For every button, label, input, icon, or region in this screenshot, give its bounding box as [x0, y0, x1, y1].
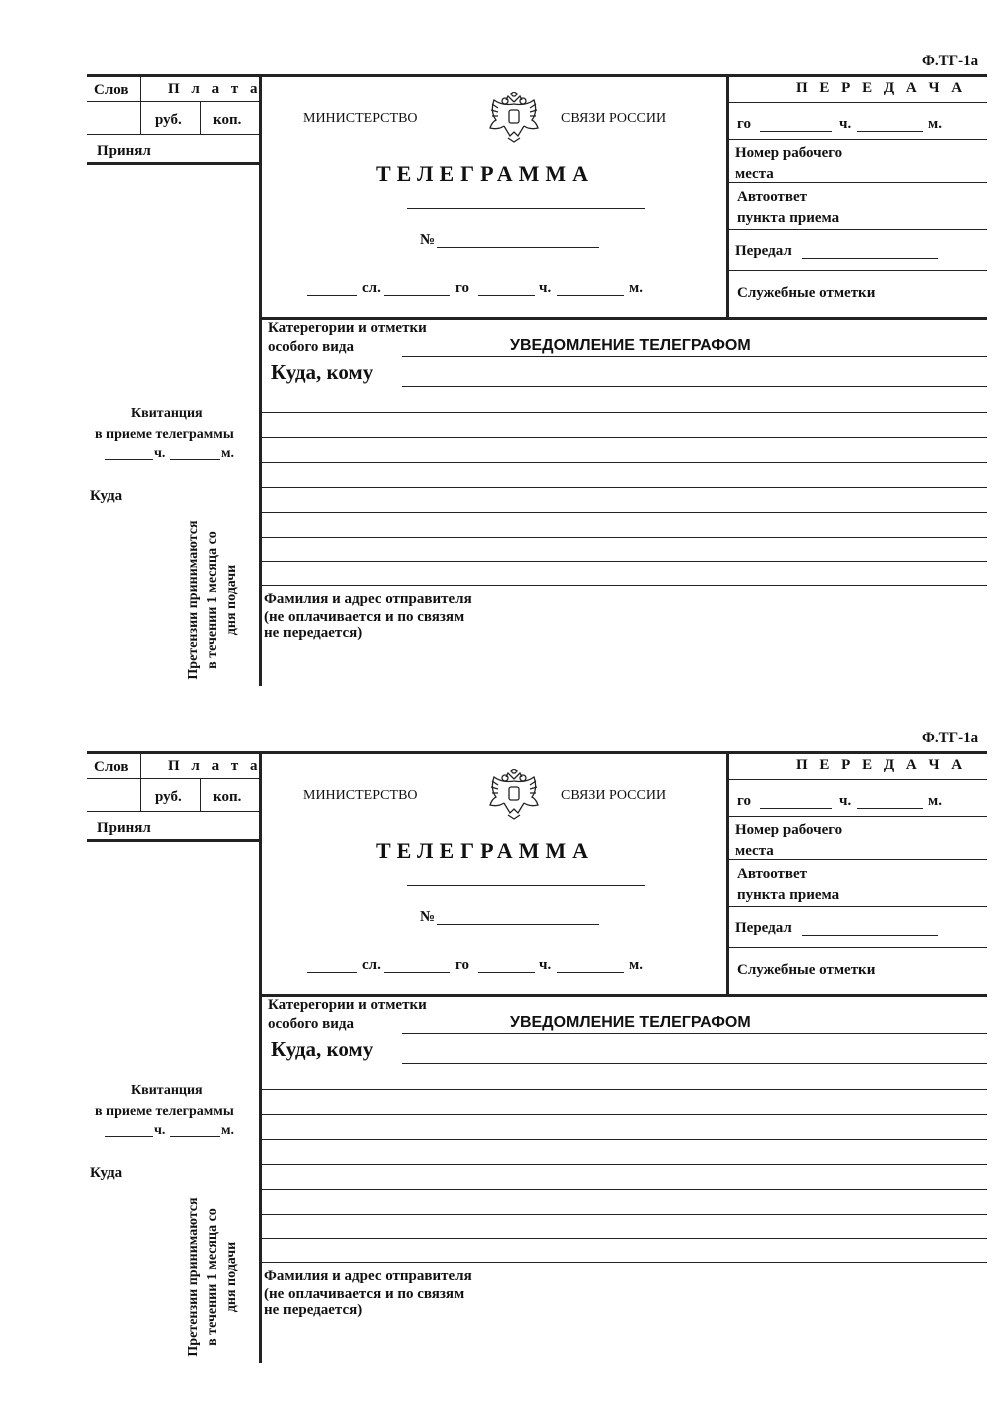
sent-line: [727, 270, 987, 271]
rub-kop-divider: [200, 779, 201, 811]
accepted-label: Принял: [97, 820, 151, 836]
receipt-hour-field[interactable]: [105, 459, 153, 460]
ministry-right: СВЯЗИ РОССИИ: [561, 111, 667, 126]
service-notes-label: Служебные отметки: [737, 285, 876, 301]
go-field[interactable]: [478, 972, 535, 973]
sender-label-1: Фамилия и адрес отправителя: [264, 591, 472, 607]
message-line-2[interactable]: [262, 1139, 987, 1140]
telegram-form-top: [0, 0, 1000, 690]
transmission-header: П Е Р Е Д А Ч А: [796, 757, 967, 773]
receipt-min-field[interactable]: [170, 1136, 220, 1137]
double-headed-eagle-emblem-icon: [484, 769, 544, 821]
main-vertical-divider: [259, 76, 262, 686]
sent-line: [727, 947, 987, 948]
ministry-right: СВЯЗИ РОССИИ: [561, 788, 667, 803]
address-line-1[interactable]: [402, 386, 987, 387]
message-line-5[interactable]: [262, 1214, 987, 1215]
go-field[interactable]: [478, 295, 535, 296]
go-label: го: [455, 280, 469, 296]
transmission-header: П Е Р Е Д А Ч А: [796, 80, 967, 96]
message-line-7[interactable]: [262, 1262, 987, 1263]
category-value[interactable]: УВЕДОМЛЕНИЕ ТЕЛЕГРАФОМ: [510, 1014, 751, 1031]
autoreply-line: [727, 229, 987, 230]
transmission-divider: [726, 76, 729, 318]
receipt-label-1: Квитанция: [131, 406, 203, 421]
sl-field[interactable]: [384, 972, 450, 973]
workplace-label-2: места: [735, 166, 774, 182]
hour-field[interactable]: [557, 295, 624, 296]
workplace-label-1: Номер рабочего: [735, 145, 843, 161]
message-line-6[interactable]: [262, 561, 987, 562]
service-notes-label: Служебные отметки: [737, 962, 876, 978]
address-line-1[interactable]: [402, 1063, 987, 1064]
message-line-5[interactable]: [262, 537, 987, 538]
tr-hour-field[interactable]: [857, 131, 923, 132]
claims-line-2: в течении 1 месяца со: [204, 531, 220, 669]
categories-label-2: особого вида: [268, 339, 354, 355]
message-line-2[interactable]: [262, 462, 987, 463]
address-line-2[interactable]: [262, 1089, 987, 1090]
receipt-hour-field[interactable]: [105, 1136, 153, 1137]
hour-label: ч.: [539, 957, 552, 973]
tr-hour-field[interactable]: [857, 808, 923, 809]
form-code: Ф.ТГ-1а: [922, 730, 979, 746]
workplace-label-1: Номер рабочего: [735, 822, 843, 838]
claims-line-1: Претензии принимаются: [186, 520, 201, 680]
title-underline: [407, 208, 645, 209]
rub-label: руб.: [155, 112, 182, 128]
hour-field[interactable]: [557, 972, 624, 973]
top-border: [87, 74, 987, 77]
sent-label: Передал: [735, 920, 792, 936]
tr-hour-label: ч.: [839, 793, 852, 809]
claims-line-1: Претензии принимаются: [186, 1197, 201, 1357]
go-label: го: [455, 957, 469, 973]
address-line-2[interactable]: [262, 412, 987, 413]
sender-label-3: не передается): [264, 625, 363, 641]
categories-label-1: Катерегории и отметки: [268, 320, 427, 336]
ministry-left: МИНИСТЕРСТВО: [303, 788, 418, 803]
payment-bottom-line: [87, 134, 260, 135]
accepted-label: Принял: [97, 143, 151, 159]
sl-field[interactable]: [384, 295, 450, 296]
tr-time-line: [727, 139, 987, 140]
form-code: Ф.ТГ-1а: [922, 53, 979, 69]
accepted-line: [87, 162, 260, 165]
tr-go-label: го: [737, 116, 751, 132]
receipt-min-field[interactable]: [170, 459, 220, 460]
categories-label-1: Катерегории и отметки: [268, 997, 427, 1013]
accepted-line: [87, 839, 260, 842]
autoreply-label-2: пункта приема: [737, 887, 840, 903]
title-underline: [407, 885, 645, 886]
claims-line-3: дня подачи: [223, 564, 239, 636]
document-title: ТЕЛЕГРАММА: [376, 838, 595, 863]
payment-bottom-line: [87, 811, 260, 812]
sender-label-1: Фамилия и адрес отправителя: [264, 1268, 472, 1284]
kop-label: коп.: [213, 789, 242, 805]
words-label: Слов: [94, 82, 129, 98]
sender-label-3: не передается): [264, 1302, 363, 1318]
number-label: №: [420, 232, 436, 248]
payment-row-line: [87, 101, 260, 102]
message-line-4[interactable]: [262, 512, 987, 513]
rub-kop-divider: [200, 102, 201, 134]
sent-label: Передал: [735, 243, 792, 259]
receipt-label-2: в приеме телеграммы: [95, 1104, 234, 1119]
transmission-divider: [726, 753, 729, 995]
tr-min-label: м.: [928, 793, 942, 809]
kop-label: коп.: [213, 112, 242, 128]
autoreply-label-2: пункта приема: [737, 210, 840, 226]
workplace-line: [727, 182, 987, 183]
message-line-1[interactable]: [262, 1114, 987, 1115]
claims-notice: [185, 520, 245, 680]
transmission-header-line: [727, 779, 987, 780]
number-label: №: [420, 909, 436, 925]
double-headed-eagle-emblem-icon: [484, 92, 544, 144]
payment-label: П л а т а: [168, 758, 262, 774]
number-field-line[interactable]: [437, 924, 599, 925]
number-field-line[interactable]: [437, 247, 599, 248]
autoreply-line: [727, 906, 987, 907]
receipt-hour-label: ч.: [154, 1123, 166, 1138]
message-line-6[interactable]: [262, 1238, 987, 1239]
where-label: Куда: [90, 488, 123, 504]
claims-line-3: дня подачи: [223, 1241, 239, 1313]
transmission-header-line: [727, 102, 987, 103]
rub-label: руб.: [155, 789, 182, 805]
sent-field[interactable]: [802, 935, 938, 936]
claims-line-2: в течении 1 месяца со: [204, 1208, 220, 1346]
to-whom-label: Куда, кому: [271, 360, 374, 384]
workplace-line: [727, 859, 987, 860]
receipt-label-2: в приеме телеграммы: [95, 427, 234, 442]
words-count-field[interactable]: [307, 295, 357, 296]
top-border: [87, 751, 987, 754]
sender-label-2: (не оплачивается и по связям: [264, 1286, 465, 1302]
tr-go-field[interactable]: [760, 808, 832, 809]
sl-label: сл.: [362, 280, 381, 296]
autoreply-label-1: Автоответ: [737, 189, 808, 205]
main-vertical-divider: [259, 753, 262, 1363]
sender-label-2: (не оплачивается и по связям: [264, 609, 465, 625]
workplace-label-2: места: [735, 843, 774, 859]
sent-field[interactable]: [802, 258, 938, 259]
receipt-min-label: м.: [221, 446, 235, 461]
min-label: м.: [629, 957, 643, 973]
min-label: м.: [629, 280, 643, 296]
message-line-3[interactable]: [262, 1164, 987, 1165]
where-label: Куда: [90, 1165, 123, 1181]
words-divider: [140, 76, 141, 134]
category-line: [402, 356, 987, 357]
tr-go-field[interactable]: [760, 131, 832, 132]
document-title: ТЕЛЕГРАММА: [376, 161, 595, 186]
words-divider: [140, 753, 141, 811]
autoreply-label-1: Автоответ: [737, 866, 808, 882]
hour-label: ч.: [539, 280, 552, 296]
to-whom-label: Куда, кому: [271, 1037, 374, 1061]
tr-hour-label: ч.: [839, 116, 852, 132]
words-label: Слов: [94, 759, 129, 775]
tr-min-label: м.: [928, 116, 942, 132]
telegram-form-bottom: [0, 677, 1000, 1367]
payment-row-line: [87, 778, 260, 779]
message-line-4[interactable]: [262, 1189, 987, 1190]
category-line: [402, 1033, 987, 1034]
tr-go-label: го: [737, 793, 751, 809]
message-line-1[interactable]: [262, 437, 987, 438]
receipt-min-label: м.: [221, 1123, 235, 1138]
category-value[interactable]: УВЕДОМЛЕНИЕ ТЕЛЕГРАФОМ: [510, 337, 751, 354]
categories-label-2: особого вида: [268, 1016, 354, 1032]
receipt-hour-label: ч.: [154, 446, 166, 461]
receipt-label-1: Квитанция: [131, 1083, 203, 1098]
claims-notice: [185, 1197, 245, 1357]
tr-time-line: [727, 816, 987, 817]
sl-label: сл.: [362, 957, 381, 973]
ministry-left: МИНИСТЕРСТВО: [303, 111, 418, 126]
payment-label: П л а т а: [168, 81, 262, 97]
message-line-7[interactable]: [262, 585, 987, 586]
message-line-3[interactable]: [262, 487, 987, 488]
words-count-field[interactable]: [307, 972, 357, 973]
